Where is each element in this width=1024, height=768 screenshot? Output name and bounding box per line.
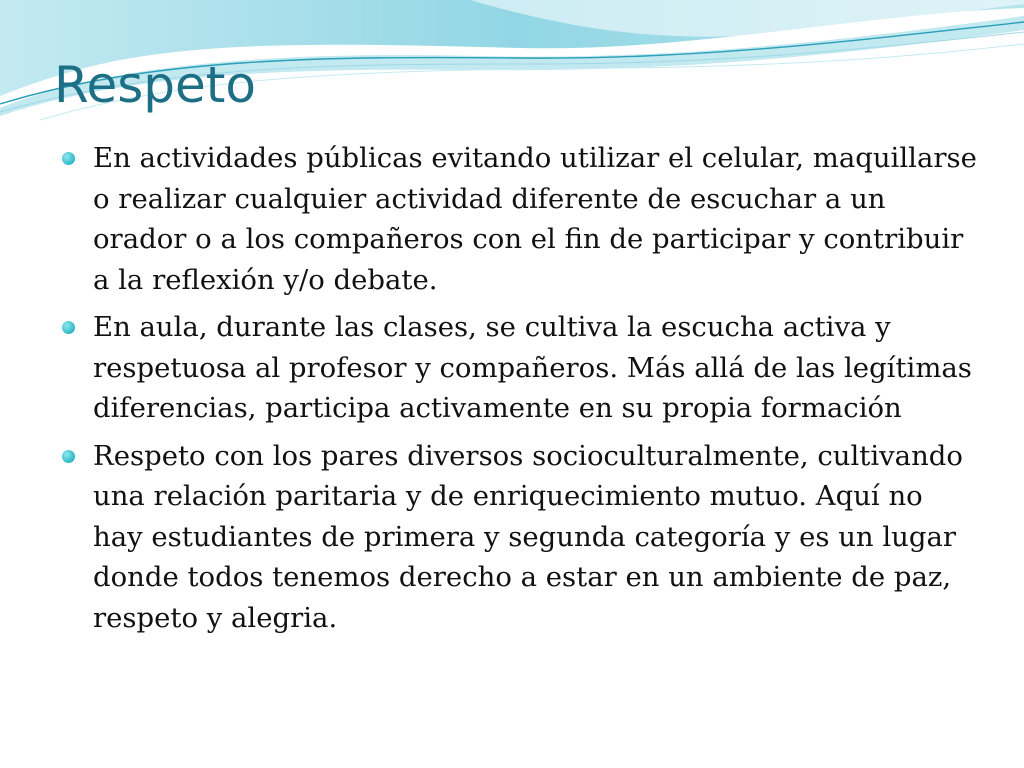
bullet-text: Respeto con los pares diversos socioculturalmente, cultivando una relación paritaria y de enriquecimiento mutuo. Aquí no hay estudiantes de primera y segunda categoría y es un lugar donde todos tenemos derecho a estar en un ambiente de paz, respeto y alegria. bbox=[93, 439, 963, 634]
bullet-item bbox=[60, 436, 980, 639]
bullet-text: En actividades públicas evitando utilizar el celular, maquillarse o realizar cualquier actividad diferente de escuchar a un orador o a los compañeros con el fin de participar y contribuir a la reflexión y/o debate. bbox=[93, 142, 977, 296]
bullet-dot-icon bbox=[62, 152, 75, 165]
bullet-dot-icon bbox=[62, 321, 75, 334]
bullet-dot-icon bbox=[62, 450, 75, 463]
bullet-list bbox=[60, 138, 980, 645]
bullet-item bbox=[60, 307, 980, 429]
slide-title: Respeto bbox=[54, 56, 257, 114]
bullet-text: En aula, durante las clases, se cultiva la escucha activa y respetuosa al profesor y compañeros. Más allá de las legítimas diferencias, participa activamente en su propia formación bbox=[93, 311, 972, 424]
bullet-item bbox=[60, 138, 980, 300]
